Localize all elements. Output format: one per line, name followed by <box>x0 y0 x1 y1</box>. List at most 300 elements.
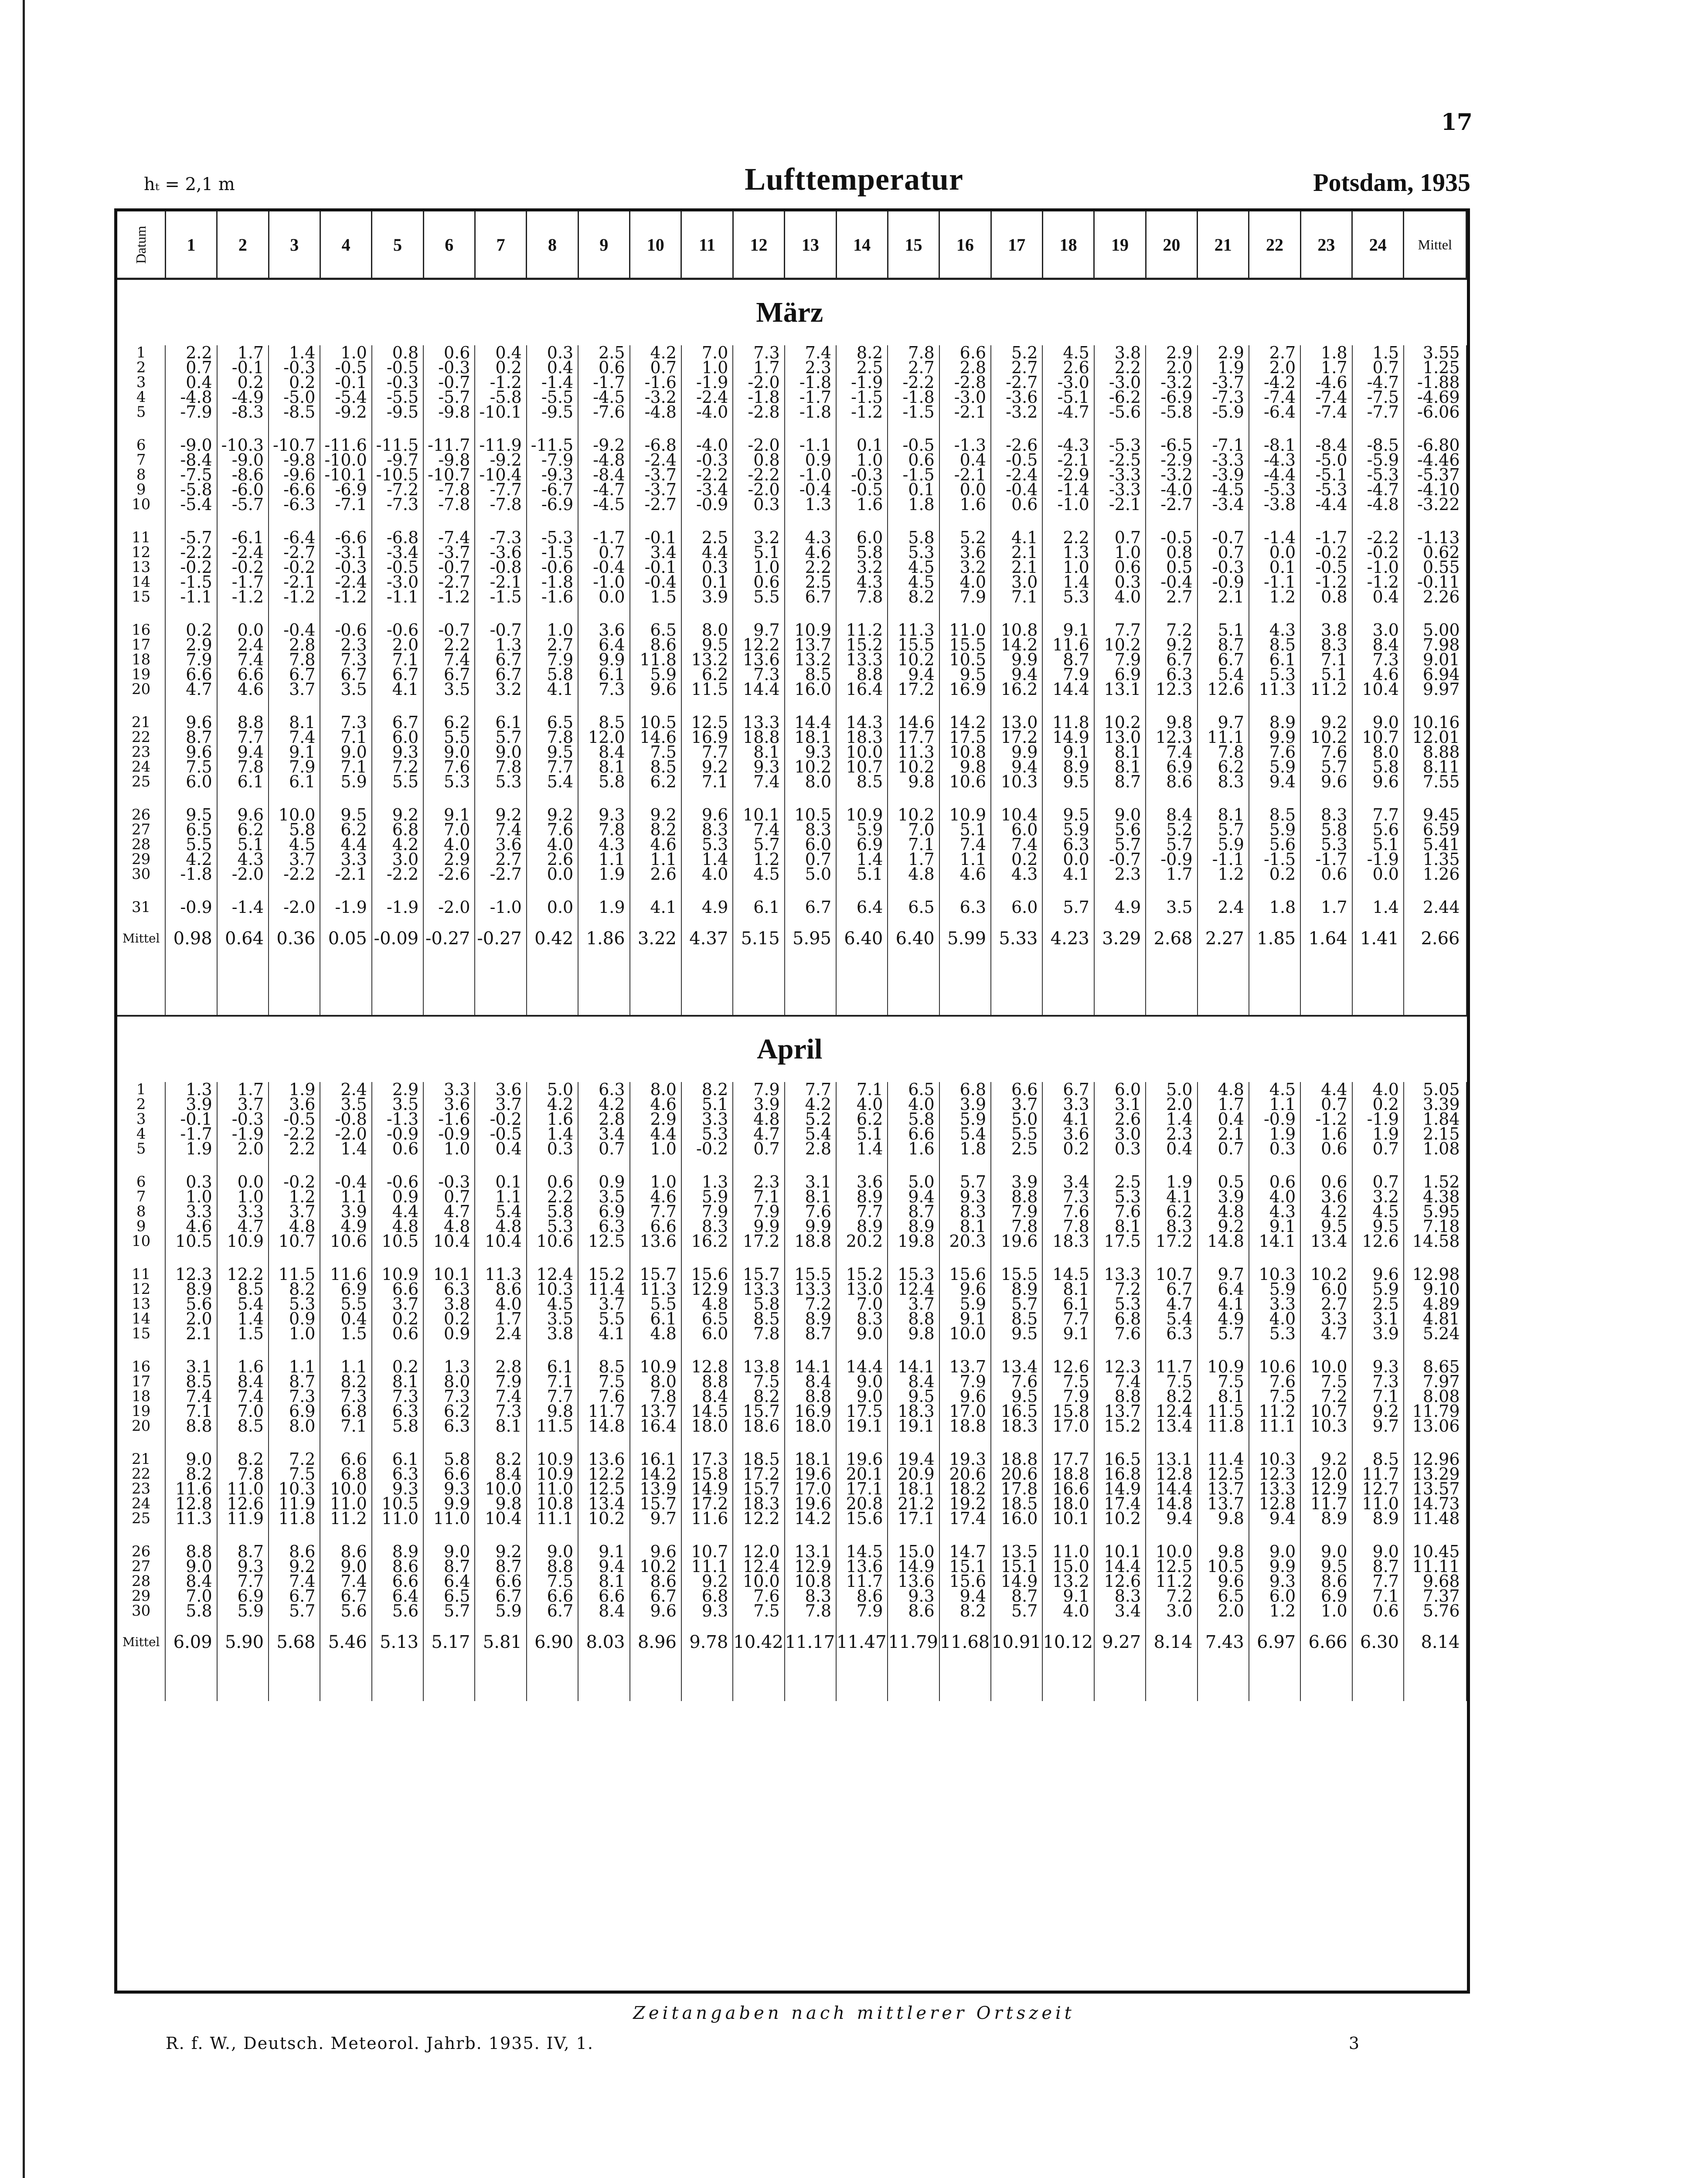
temperature-cell: 15.2 <box>578 1267 629 1282</box>
temperature-cell: 14.5 <box>681 1404 733 1419</box>
hour-header: 13 <box>785 211 836 279</box>
temperature-cell: -1.2 <box>217 589 269 604</box>
temperature-cell: 10.6 <box>527 1234 578 1249</box>
temperature-cell: 5.1 <box>681 1097 733 1112</box>
temperature-cell: 16.2 <box>991 682 1042 697</box>
temperature-cell: 1.4 <box>1042 575 1094 589</box>
temperature-cell: 1.4 <box>269 345 320 360</box>
temperature-cell: 8.1 <box>475 1419 526 1433</box>
table-row <box>117 1496 1466 1511</box>
temperature-cell: 3.3 <box>423 1082 475 1097</box>
temperature-cell: 6.6 <box>475 1574 526 1589</box>
temperature-cell: 9.5 <box>320 807 371 822</box>
temperature-cell: 18.2 <box>939 1481 991 1496</box>
temperature-cell: 7.1 <box>1352 1389 1404 1404</box>
temperature-cell: 19.2 <box>939 1496 991 1511</box>
temperature-cell: 8.1 <box>1198 807 1249 822</box>
day-cell: 24 <box>117 1496 165 1511</box>
table-row <box>117 1374 1466 1389</box>
temperature-cell: 6.9 <box>1300 1589 1352 1603</box>
temperature-cell: 5.1 <box>836 1126 888 1141</box>
temperature-cell: -4.5 <box>578 497 629 512</box>
temperature-cell: 15.5 <box>939 637 991 652</box>
temperature-cell: 11.0 <box>372 1511 423 1526</box>
temperature-cell: -3.0 <box>939 390 991 405</box>
temperature-cell: -9.0 <box>165 438 217 453</box>
day-cell: 12 <box>117 1282 165 1297</box>
temperature-cell: 14.9 <box>888 1559 939 1574</box>
table-row <box>117 1574 1466 1589</box>
temperature-cell: 8.4 <box>785 1374 836 1389</box>
temperature-cell: 17.7 <box>1042 1452 1094 1467</box>
temperature-cell: 9.6 <box>939 1389 991 1404</box>
table-row <box>117 1326 1466 1341</box>
temperature-cell: 7.7 <box>1352 807 1404 822</box>
temperature-cell: 6.5 <box>423 1589 475 1603</box>
temperature-cell: 5.6 <box>320 1603 371 1618</box>
temperature-cell: 5.0 <box>991 1112 1042 1126</box>
temperature-cell: 9.4 <box>939 1589 991 1603</box>
temperature-cell: 5.3 <box>1249 1326 1300 1341</box>
temperature-cell: 9.4 <box>888 667 939 682</box>
temperature-cell: -1.6 <box>423 1112 475 1126</box>
hour-header: 19 <box>1094 211 1146 279</box>
temperature-cell: 7.3 <box>320 1389 371 1404</box>
temperature-cell: 0.8 <box>1300 589 1352 604</box>
temperature-cell: 5.5 <box>733 589 784 604</box>
temperature-cell: 5.7 <box>1198 1326 1249 1341</box>
temperature-cell: 13.0 <box>836 1282 888 1297</box>
daily-mean-cell: 5.00 <box>1404 623 1466 637</box>
temperature-cell: 9.0 <box>1352 715 1404 730</box>
temperature-cell: 10.0 <box>733 1574 784 1589</box>
temperature-cell: 6.5 <box>1198 1589 1249 1603</box>
temperature-cell: -7.4 <box>1300 390 1352 405</box>
temperature-cell: 14.2 <box>991 637 1042 652</box>
temperature-cell: 7.8 <box>475 759 526 774</box>
temperature-cell: 5.9 <box>836 822 888 837</box>
temperature-cell: 9.6 <box>630 1603 681 1618</box>
temperature-cell: 9.4 <box>217 745 269 759</box>
temperature-cell: 8.7 <box>269 1374 320 1389</box>
temperature-cell: 4.1 <box>527 682 578 697</box>
datum-header: Datum <box>117 211 165 279</box>
temperature-cell: 7.8 <box>217 1467 269 1481</box>
temperature-cell: 6.8 <box>939 1082 991 1097</box>
temperature-cell: 6.1 <box>733 900 784 915</box>
temperature-cell: -0.3 <box>681 453 733 467</box>
temperature-cell: 6.4 <box>1198 1282 1249 1297</box>
temperature-cell: 18.3 <box>836 730 888 745</box>
daily-mean-cell: 7.18 <box>1404 1219 1466 1234</box>
temperature-cell: 11.2 <box>1300 682 1352 697</box>
temperature-cell: 4.6 <box>785 545 836 560</box>
temperature-cell: 7.9 <box>991 1204 1042 1219</box>
temperature-cell: 4.4 <box>372 1204 423 1219</box>
temperature-cell: 2.5 <box>785 575 836 589</box>
temperature-cell: -1.7 <box>1300 852 1352 867</box>
temperature-cell: 19.1 <box>888 1419 939 1433</box>
temperature-cell: -1.1 <box>372 589 423 604</box>
temperature-cell: -1.5 <box>1249 852 1300 867</box>
table-row <box>117 867 1466 881</box>
hour-header: 4 <box>320 211 371 279</box>
temperature-cell: 5.3 <box>888 545 939 560</box>
temperature-cell: 2.5 <box>1094 1174 1146 1189</box>
temperature-cell: -5.8 <box>165 482 217 497</box>
temperature-cell: 14.9 <box>1042 730 1094 745</box>
temperature-cell: 8.8 <box>785 1389 836 1404</box>
temperature-cell: 11.1 <box>1198 730 1249 745</box>
temperature-cell: 6.7 <box>372 667 423 682</box>
temperature-cell: 12.2 <box>733 1511 784 1526</box>
temperature-cell: -2.1 <box>475 575 526 589</box>
temperature-cell: 0.6 <box>1300 867 1352 881</box>
temperature-cell: -6.9 <box>320 482 371 497</box>
temperature-cell: 10.9 <box>836 807 888 822</box>
temperature-cell: 10.4 <box>475 1511 526 1526</box>
temperature-cell: 5.8 <box>888 1112 939 1126</box>
temperature-cell: -9.6 <box>269 467 320 482</box>
temperature-cell: 6.8 <box>320 1404 371 1419</box>
temperature-cell: 8.8 <box>527 1559 578 1574</box>
temperature-cell: 4.7 <box>165 682 217 697</box>
temperature-cell: 4.8 <box>1198 1204 1249 1219</box>
day-cell: 17 <box>117 1374 165 1389</box>
temperature-cell: -4.7 <box>1352 482 1404 497</box>
temperature-cell: -2.2 <box>733 467 784 482</box>
temperature-cell: 9.0 <box>1352 1544 1404 1559</box>
temperature-cell: -0.1 <box>217 360 269 375</box>
temperature-cell: 1.6 <box>939 497 991 512</box>
temperature-cell: 2.0 <box>372 637 423 652</box>
temperature-cell: 15.6 <box>939 1574 991 1589</box>
day-cell: 31 <box>117 900 165 915</box>
temperature-cell: 3.3 <box>217 1204 269 1219</box>
temperature-cell: 1.9 <box>1352 1126 1404 1141</box>
temperature-cell: 8.6 <box>475 1282 526 1297</box>
temperature-cell: 9.0 <box>423 1544 475 1559</box>
temperature-cell: 1.4 <box>681 852 733 867</box>
temperature-cell: 3.6 <box>269 1097 320 1112</box>
temperature-cell: 9.5 <box>939 667 991 682</box>
temperature-cell: 5.9 <box>1352 1282 1404 1297</box>
temperature-cell: 5.9 <box>475 1603 526 1618</box>
temperature-cell: 5.4 <box>527 774 578 789</box>
temperature-cell: -10.5 <box>372 467 423 482</box>
temperature-cell: -1.7 <box>785 390 836 405</box>
temperature-cell: 1.3 <box>423 1359 475 1374</box>
temperature-cell: 5.9 <box>939 1112 991 1126</box>
temperature-cell: 4.1 <box>1198 1297 1249 1311</box>
daily-mean-cell: 1.08 <box>1404 1141 1466 1156</box>
temperature-cell: 7.5 <box>527 1574 578 1589</box>
temperature-cell: 2.8 <box>269 637 320 652</box>
temperature-cell: 2.2 <box>785 560 836 575</box>
day-cell: 14 <box>117 575 165 589</box>
temperature-cell: -0.2 <box>165 560 217 575</box>
temperature-cell: 5.8 <box>733 1297 784 1311</box>
temperature-cell: 0.6 <box>372 1326 423 1341</box>
temperature-cell: -2.7 <box>991 375 1042 390</box>
temperature-cell: 10.7 <box>1352 730 1404 745</box>
temperature-cell: 13.7 <box>785 637 836 652</box>
temperature-cell: 3.2 <box>475 682 526 697</box>
temperature-cell: -1.4 <box>1249 530 1300 545</box>
temperature-cell: 9.9 <box>423 1496 475 1511</box>
temperature-cell: 3.5 <box>527 1311 578 1326</box>
temperature-cell: 1.41 <box>1352 915 1404 963</box>
table-row <box>117 774 1466 789</box>
temperature-cell: 14.9 <box>1094 1481 1146 1496</box>
temperature-cell: -1.7 <box>1300 530 1352 545</box>
temperature-cell: -1.5 <box>888 405 939 419</box>
temperature-cell: 8.4 <box>578 1603 629 1618</box>
temperature-cell: 7.43 <box>1198 1618 1249 1666</box>
temperature-cell: 3.7 <box>888 1297 939 1311</box>
temperature-cell: 1.7 <box>217 345 269 360</box>
temperature-cell: -6.3 <box>269 497 320 512</box>
temperature-cell: 10.8 <box>991 623 1042 637</box>
temperature-cell: 1.0 <box>1042 560 1094 575</box>
temperature-cell: 1.0 <box>320 345 371 360</box>
temperature-cell: -1.2 <box>475 375 526 390</box>
temperature-cell: 0.0 <box>1249 545 1300 560</box>
temperature-cell: 4.8 <box>733 1112 784 1126</box>
temperature-cell: 4.2 <box>527 1097 578 1112</box>
temperature-cell: -0.5 <box>888 438 939 453</box>
group-gap <box>117 1433 1466 1452</box>
temperature-cell: 7.5 <box>1198 1374 1249 1389</box>
temperature-cell: 9.1 <box>1042 1326 1094 1341</box>
temperature-cell: 11.7 <box>836 1574 888 1589</box>
temperature-cell: 10.0 <box>475 1481 526 1496</box>
temperature-cell: 15.3 <box>888 1267 939 1282</box>
temperature-cell: -0.3 <box>423 360 475 375</box>
temperature-cell: -3.2 <box>991 405 1042 419</box>
temperature-cell: 9.5 <box>1300 1559 1352 1574</box>
temperature-cell: 11.6 <box>681 1511 733 1526</box>
temperature-cell: 5.5 <box>630 1297 681 1311</box>
day-cell: 30 <box>117 1603 165 1618</box>
temperature-cell: 7.8 <box>1042 1219 1094 1234</box>
temperature-cell: 20.1 <box>836 1467 888 1481</box>
temperature-cell: 14.4 <box>785 715 836 730</box>
temperature-cell: 7.4 <box>733 822 784 837</box>
temperature-cell: 9.7 <box>630 1511 681 1526</box>
temperature-cell: 9.5 <box>165 807 217 822</box>
temperature-cell: 6.3 <box>939 900 991 915</box>
section-separator <box>117 1666 1466 1701</box>
temperature-cell: 6.0 <box>1249 1589 1300 1603</box>
temperature-cell: 8.3 <box>1094 1589 1146 1603</box>
temperature-cell: 9.9 <box>1249 1559 1300 1574</box>
daily-mean-cell: 1.26 <box>1404 867 1466 881</box>
temperature-cell: 0.3 <box>733 497 784 512</box>
temperature-cell: 8.7 <box>785 1326 836 1341</box>
day-cell: 1 <box>117 345 165 360</box>
temperature-cell: 4.6 <box>939 867 991 881</box>
temperature-cell: 10.2 <box>1094 715 1146 730</box>
temperature-cell: 4.37 <box>681 915 733 963</box>
temperature-cell: -2.8 <box>733 405 784 419</box>
temperature-cell: -3.0 <box>1094 375 1146 390</box>
page-title: Lufttemperatur <box>745 162 963 197</box>
daily-mean-cell: 14.58 <box>1404 1234 1466 1249</box>
temperature-cell: 7.3 <box>1352 1374 1404 1389</box>
temperature-cell: 17.2 <box>1146 1234 1197 1249</box>
temperature-cell: 0.6 <box>372 1141 423 1156</box>
temperature-cell: 5.7 <box>991 1603 1042 1618</box>
temperature-cell: 1.8 <box>1300 345 1352 360</box>
hour-header: 1 <box>165 211 217 279</box>
daily-mean-cell: -0.11 <box>1404 575 1466 589</box>
temperature-cell: -10.0 <box>320 453 371 467</box>
temperature-cell: 9.7 <box>1352 1419 1404 1433</box>
temperature-cell: 7.8 <box>269 652 320 667</box>
temperature-cell: 7.1 <box>320 730 371 745</box>
temperature-cell: 6.7 <box>475 652 526 667</box>
temperature-cell: -1.7 <box>217 575 269 589</box>
temperature-cell: -6.9 <box>1146 390 1197 405</box>
temperature-cell: 6.8 <box>1094 1311 1146 1326</box>
temperature-cell: 6.3 <box>1146 667 1197 682</box>
temperature-cell: 0.8 <box>733 453 784 467</box>
temperature-cell: 0.2 <box>269 375 320 390</box>
temperature-cell: 8.5 <box>1249 807 1300 822</box>
temperature-cell: 7.4 <box>733 774 784 789</box>
temperature-cell: -1.7 <box>578 530 629 545</box>
temperature-cell: 4.7 <box>1146 1297 1197 1311</box>
daily-mean-cell: 10.16 <box>1404 715 1466 730</box>
temperature-cell: 0.64 <box>217 915 269 963</box>
temperature-cell: 11.0 <box>527 1481 578 1496</box>
temperature-cell: 12.6 <box>1094 1574 1146 1589</box>
temperature-cell: 14.2 <box>630 1467 681 1481</box>
temperature-cell: 10.0 <box>939 1326 991 1341</box>
temperature-cell: 6.1 <box>630 1311 681 1326</box>
temperature-cell: 7.8 <box>733 1326 784 1341</box>
temperature-cell: 5.5 <box>372 774 423 789</box>
temperature-cell: 0.0 <box>217 623 269 637</box>
temperature-cell: 11.8 <box>269 1511 320 1526</box>
temperature-cell: 7.5 <box>733 1374 784 1389</box>
temperature-cell: -5.1 <box>1042 390 1094 405</box>
temperature-cell: 5.9 <box>1042 822 1094 837</box>
temperature-cell: 8.6 <box>372 1559 423 1574</box>
temperature-cell: 10.12 <box>1042 1618 1094 1666</box>
temperature-cell: 12.8 <box>681 1359 733 1374</box>
temperature-cell: 2.0 <box>1146 360 1197 375</box>
temperature-cell: -2.9 <box>1146 453 1197 467</box>
temperature-cell: 4.0 <box>475 1297 526 1311</box>
temperature-cell: -6.6 <box>320 530 371 545</box>
temperature-cell: 7.1 <box>733 1189 784 1204</box>
temperature-cell: 9.0 <box>475 745 526 759</box>
daily-mean-cell: 12.96 <box>1404 1452 1466 1467</box>
temperature-cell: 9.2 <box>527 807 578 822</box>
temperature-cell: 14.6 <box>630 730 681 745</box>
temperature-cell: 5.7 <box>1198 822 1249 837</box>
temperature-cell: 13.8 <box>733 1359 784 1374</box>
temperature-cell: 6.3 <box>372 1404 423 1419</box>
temperature-cell: 3.9 <box>681 589 733 604</box>
temperature-cell: 8.2 <box>1146 1389 1197 1404</box>
temperature-cell: 6.3 <box>1146 1326 1197 1341</box>
table-row <box>117 1511 1466 1526</box>
temperature-cell: 17.2 <box>681 1496 733 1511</box>
temperature-cell: 10.9 <box>1198 1359 1249 1374</box>
temperature-cell: 5.1 <box>1300 667 1352 682</box>
temperature-cell: 8.4 <box>165 1574 217 1589</box>
daily-mean-cell: -4.10 <box>1404 482 1466 497</box>
temperature-cell: 7.4 <box>475 822 526 837</box>
temperature-cell: -1.5 <box>836 390 888 405</box>
temperature-cell: 4.3 <box>217 852 269 867</box>
temperature-cell: 8.5 <box>165 1374 217 1389</box>
temperature-cell: 1.5 <box>630 589 681 604</box>
daily-mean-cell: 2.44 <box>1404 900 1466 915</box>
temperature-cell: 5.1 <box>217 837 269 852</box>
temperature-cell: 7.0 <box>888 822 939 837</box>
temperature-cell: 3.2 <box>733 530 784 545</box>
temperature-cell: 10.9 <box>630 1359 681 1374</box>
temperature-cell: 0.0 <box>1042 852 1094 867</box>
temperature-cell: 3.6 <box>1300 1189 1352 1204</box>
temperature-cell: -2.6 <box>423 867 475 881</box>
temperature-cell: 12.5 <box>681 715 733 730</box>
temperature-cell: 10.9 <box>372 1267 423 1282</box>
temperature-cell: 8.6 <box>630 637 681 652</box>
temperature-cell: 4.0 <box>527 837 578 852</box>
temperature-cell: 7.4 <box>217 1389 269 1404</box>
daily-mean-cell: 12.98 <box>1404 1267 1466 1282</box>
temperature-cell: 5.3 <box>1300 837 1352 852</box>
temperature-cell: 7.8 <box>785 1603 836 1618</box>
hour-header: 23 <box>1300 211 1352 279</box>
height-label: hₜ = 2,1 m <box>144 174 235 194</box>
day-cell: 21 <box>117 715 165 730</box>
temperature-cell: 13.3 <box>785 1282 836 1297</box>
temperature-cell: 2.5 <box>836 360 888 375</box>
temperature-cell: 5.7 <box>991 1297 1042 1311</box>
temperature-cell: 8.4 <box>578 745 629 759</box>
temperature-cell: 9.4 <box>1249 774 1300 789</box>
temperature-cell: -1.3 <box>939 438 991 453</box>
temperature-cell: 8.9 <box>165 1282 217 1297</box>
temperature-cell: 10.2 <box>1300 730 1352 745</box>
temperature-cell: -0.7 <box>423 560 475 575</box>
temperature-cell: -2.2 <box>1352 530 1404 545</box>
temperature-cell: 3.3 <box>165 1204 217 1219</box>
day-cell: 25 <box>117 774 165 789</box>
temperature-cell: 4.5 <box>1249 1082 1300 1097</box>
temperature-cell: 14.1 <box>1249 1234 1300 1249</box>
day-cell: 23 <box>117 1481 165 1496</box>
hour-header: 2 <box>217 211 269 279</box>
monthly-mean-row <box>117 1618 1466 1666</box>
temperature-cell: 8.3 <box>785 822 836 837</box>
temperature-cell: 9.7 <box>1198 715 1249 730</box>
temperature-cell: 15.1 <box>939 1559 991 1574</box>
temperature-cell: 9.2 <box>1300 1452 1352 1467</box>
temperature-cell: 15.7 <box>733 1404 784 1419</box>
daily-mean-cell: 4.81 <box>1404 1311 1466 1326</box>
temperature-cell: 2.1 <box>1198 1126 1249 1141</box>
temperature-cell: 2.0 <box>1249 360 1300 375</box>
daily-mean-cell: -1.88 <box>1404 375 1466 390</box>
temperature-cell: 3.7 <box>475 1097 526 1112</box>
